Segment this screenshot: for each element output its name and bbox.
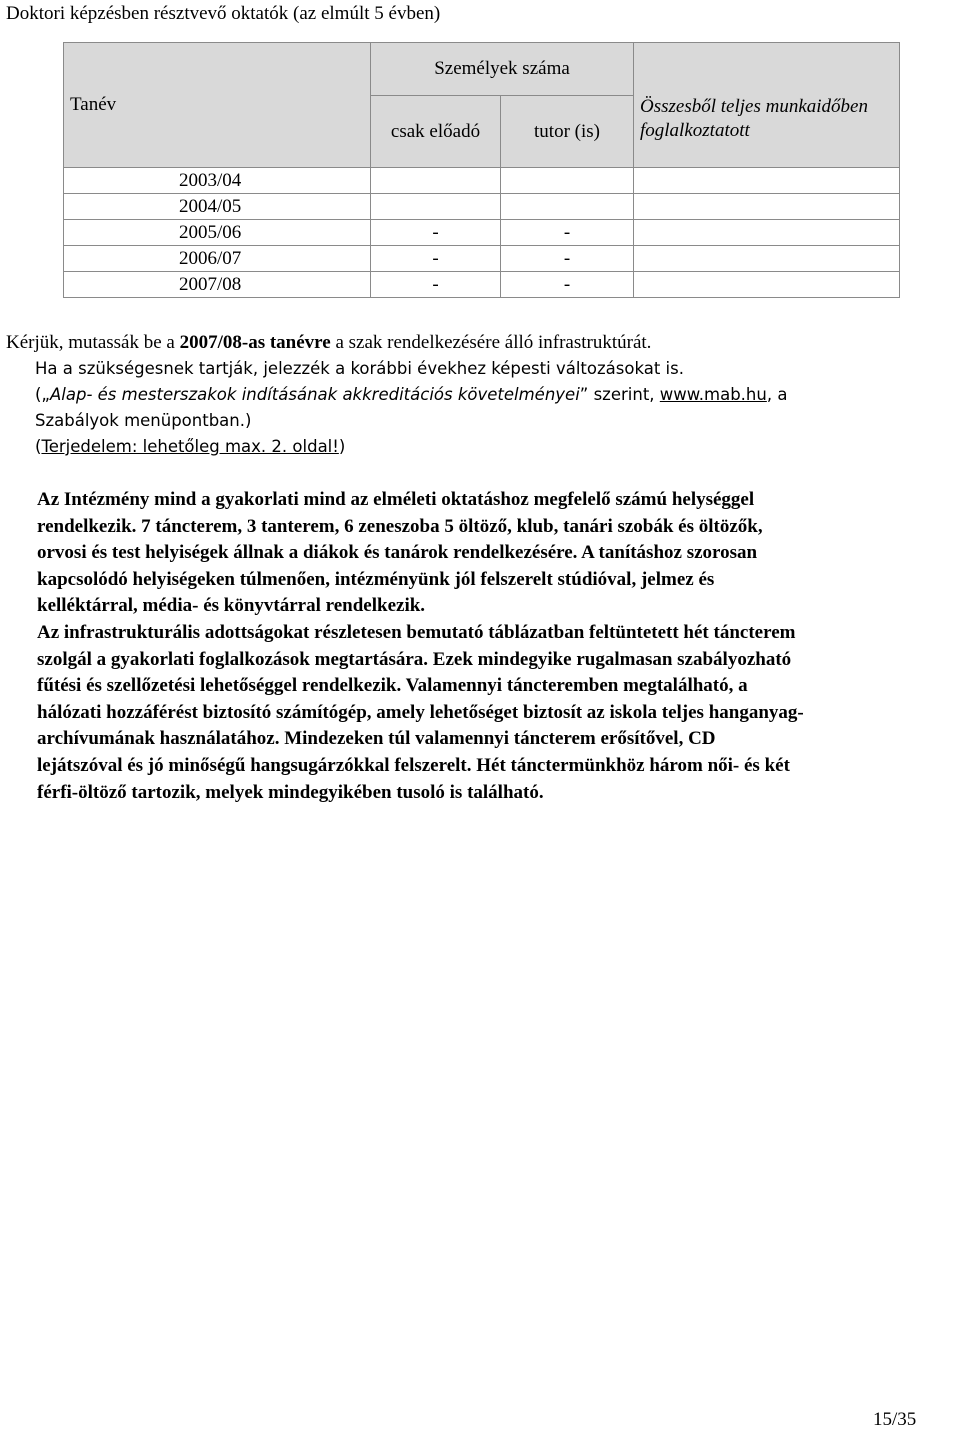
cell-tutor: - bbox=[501, 272, 634, 298]
cell-year: 2003/04 bbox=[64, 168, 371, 194]
header-persons: Személyek száma bbox=[371, 43, 634, 96]
length-note: Terjedelem: lehetőleg max. 2. oldal! bbox=[41, 437, 339, 456]
cell-lecturer-only: - bbox=[371, 272, 501, 298]
instruction-line: Szabályok menüpontban.) bbox=[35, 411, 252, 430]
body-line: orvosi és test helyiségek állnak a diákok és tanárok rendelkezésére. A tanításhoz szorosan bbox=[37, 542, 758, 564]
body-line: rendelkezik. 7 táncterem, 3 tanterem, 6 zeneszoba 5 öltöző, klub, tanári szobák és öltözők, bbox=[37, 515, 763, 537]
cell-year: 2007/08 bbox=[64, 272, 371, 298]
instruction-line: Ha a szükségesnek tartják, jelezzék a korábbi évekhez képesti változásokat is. bbox=[35, 359, 684, 378]
cell-full-time bbox=[634, 194, 900, 220]
cell-full-time bbox=[634, 168, 900, 194]
cell-full-time bbox=[634, 272, 900, 298]
cell-year: 2004/05 bbox=[64, 194, 371, 220]
instruction-line bbox=[6, 434, 946, 460]
doctoral-staff-table bbox=[63, 42, 900, 298]
cell-lecturer-only bbox=[371, 194, 501, 220]
cell-tutor: - bbox=[501, 220, 634, 246]
cell-full-time bbox=[634, 246, 900, 272]
body-line: hálózati hozzáférést biztosító számítógép, amely lehetőséget biztosít az iskola teljes hanganyag- bbox=[37, 701, 804, 723]
instruction-emphasis: 2007/08-as tanévre bbox=[179, 332, 331, 353]
instruction-text: („ bbox=[35, 385, 50, 404]
instruction-line bbox=[6, 330, 946, 356]
mab-link[interactable]: www.mab.hu bbox=[659, 385, 767, 404]
instructions-block bbox=[6, 330, 946, 460]
instruction-line bbox=[6, 382, 946, 408]
page-number: 15/35 bbox=[873, 1409, 917, 1430]
instruction-text: ) bbox=[338, 437, 346, 456]
body-line: Az infrastrukturális adottságokat részletesen bemutató táblázatban feltüntetett hét táncterem bbox=[37, 621, 796, 643]
cell-tutor bbox=[501, 194, 634, 220]
instruction-text: ” szerint, bbox=[579, 385, 660, 404]
table-row bbox=[64, 272, 900, 298]
page-title: Doktori képzésben résztvevő oktatók (az elmúlt 5 évben) bbox=[6, 3, 441, 24]
table-row bbox=[64, 168, 900, 194]
body-line: fűtési és szellőzetési lehetőséggel rendelkezik. Valamennyi táncteremben megtalálható, a bbox=[37, 675, 748, 697]
infrastructure-description bbox=[37, 487, 957, 806]
cell-full-time bbox=[634, 220, 900, 246]
instruction-text: , a bbox=[766, 385, 788, 404]
instruction-text: Kérjük, mutassák be a bbox=[6, 332, 180, 353]
table-row bbox=[64, 194, 900, 220]
table-row bbox=[64, 246, 900, 272]
cell-tutor: - bbox=[501, 246, 634, 272]
body-line: férfi-öltöző tartozik, melyek mindegyikében tusoló is található. bbox=[37, 781, 544, 803]
instruction-text: ( bbox=[35, 437, 42, 456]
body-line: kapcsolódó helyiségeken túlmenően, intézményünk jól felszerelt stúdióval, jelmez és bbox=[37, 568, 715, 590]
cell-year: 2006/07 bbox=[64, 246, 371, 272]
cell-year: 2005/06 bbox=[64, 220, 371, 246]
body-line: szolgál a gyakorlati foglalkozások megtartására. Ezek mindegyike rugalmasan szabályozható bbox=[37, 648, 792, 670]
header-full-time: Összesből teljes munkaidőben foglalkoztatott bbox=[634, 43, 900, 168]
cell-tutor bbox=[501, 168, 634, 194]
header-tutor: tutor (is) bbox=[501, 96, 634, 168]
body-line: archívumának használatához. Mindezeken túl valamennyi táncterem erősítővel, CD bbox=[37, 728, 716, 750]
cell-lecturer-only bbox=[371, 168, 501, 194]
header-year: Tanév bbox=[64, 43, 371, 168]
cell-lecturer-only: - bbox=[371, 246, 501, 272]
table-row bbox=[64, 220, 900, 246]
header-lecturer-only: csak előadó bbox=[371, 96, 501, 168]
instruction-text: a szak rendelkezésére álló infrastruktúrát. bbox=[330, 332, 652, 353]
body-line: kelléktárral, média- és könyvtárral rendelkezik. bbox=[37, 595, 426, 617]
body-line: lejátszóval és jó minőségű hangsugárzókkal felszerelt. Hét tánctermünkhöz három női- és két bbox=[37, 754, 790, 776]
cell-lecturer-only: - bbox=[371, 220, 501, 246]
instruction-italic: Alap- és mesterszakok indításának akkreditációs követelményei bbox=[50, 385, 580, 404]
body-line: Az Intézmény mind a gyakorlati mind az elméleti oktatáshoz megfelelő számú helységgel bbox=[37, 489, 755, 510]
